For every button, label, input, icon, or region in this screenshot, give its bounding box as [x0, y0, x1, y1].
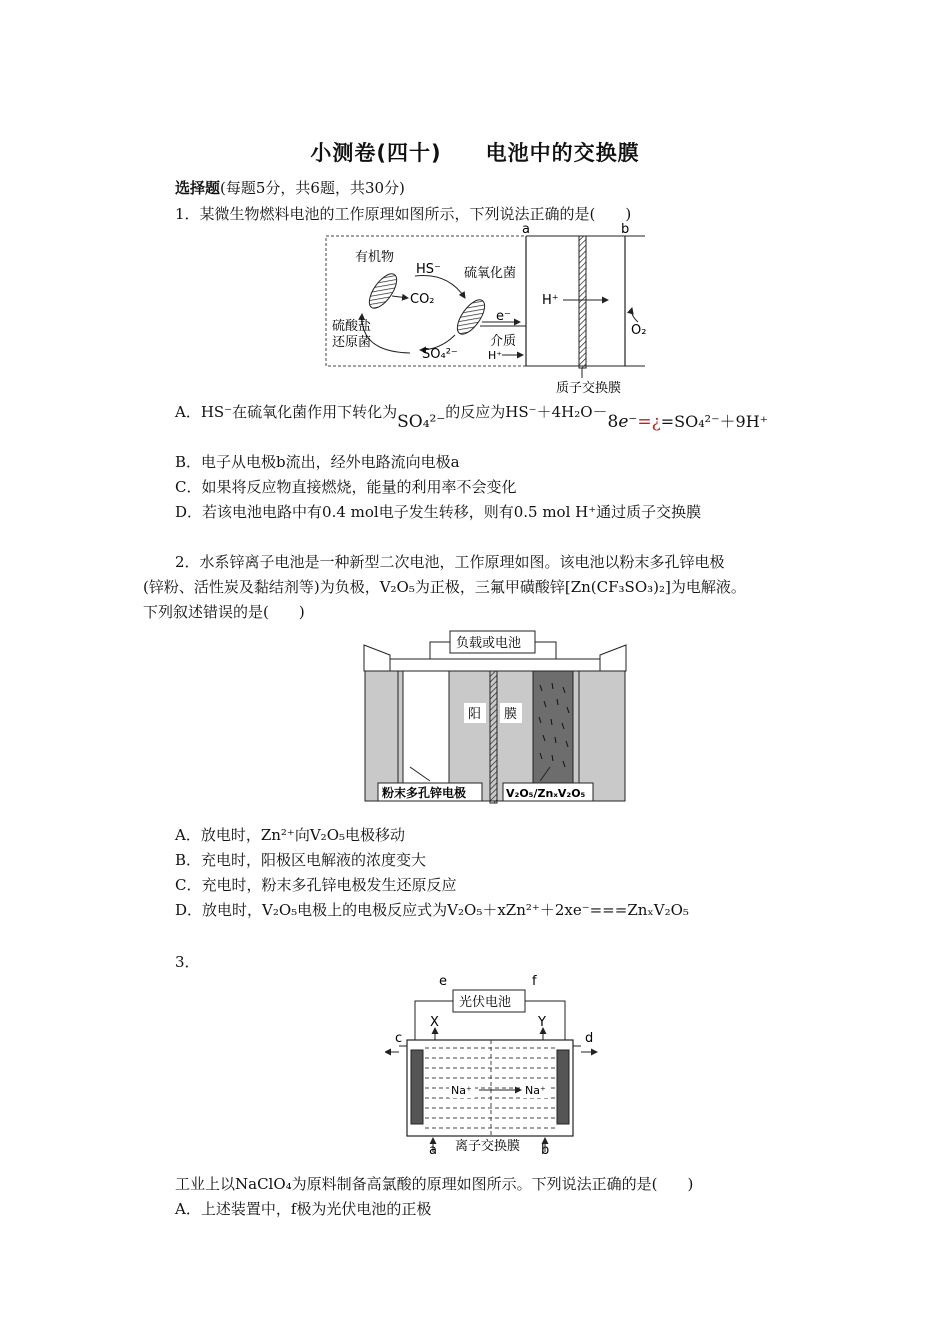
q3-label-na-left: Na⁺ [451, 1084, 472, 1097]
q1-label-medium: 介质 [490, 334, 517, 349]
q1-option-a-so4: SO₄²⁻ [397, 412, 446, 432]
q2-option-c: C．充电时，粉末多孔锌电极发生还原反应 [175, 876, 457, 894]
q1-label-co2: CO₂ [410, 292, 435, 307]
q1-label-organic: 有机物 [355, 250, 395, 265]
q1-option-a-part2: 的反应为HS⁻＋4H₂O－ [445, 403, 608, 421]
q1-proton-membrane [579, 236, 586, 368]
q2-label-anode: 阳 [468, 707, 482, 722]
q1-label-h-small: H⁺ [488, 349, 503, 362]
q2-option-b: B．充电时，阳极区电解液的浓度变大 [175, 851, 427, 869]
q3-label-c: c [395, 1031, 403, 1046]
q3-label-pv: 光伏电池 [459, 995, 512, 1010]
q1-sulfur-bacteria-icon [452, 295, 490, 338]
q1-label-b: b [621, 222, 630, 237]
q2-option-d: D．放电时，V₂O₅电极上的电极反应式为V₂O₅＋xZn²⁺＋2xe⁻===ZnₓV₂O₅ [175, 901, 689, 919]
q1-label-sulfate-reducer-2: 还原菌 [332, 335, 372, 350]
q1-stem: 1．某微生物燃料电池的工作原理如图所示，下列说法正确的是( ) [175, 205, 632, 223]
q3-label-na-right: Na⁺ [525, 1084, 546, 1097]
q2-stem-line2: (锌粉、活性炭及黏结剂等)为负极，V₂O₅为正极，三氟甲磺酸锌[Zn(CF₃SO₃)₂]为电解液。 [143, 578, 746, 596]
q1-option-c: C．如果将反应物直接燃烧，能量的利用率不会变化 [175, 478, 517, 496]
q1-label-o2: O₂ [631, 323, 647, 338]
q3-label-d: d [585, 1031, 594, 1046]
q1-label-sulfate-reducer-1: 硫酸盐 [332, 319, 372, 334]
q3-stem: 工业上以NaClO₄为原料制备高氯酸的原理如图所示。下列说法正确的是( ) [175, 1175, 694, 1193]
q3-label-f: f [532, 974, 537, 989]
q3-option-a: A．上述装置中，f极为光伏电池的正极 [175, 1200, 432, 1218]
q3-figure [385, 968, 605, 1156]
q1-option-a-e: e⁻ [618, 412, 638, 432]
q1-option-a-8: 8 [607, 412, 619, 432]
q1-option-d: D．若该电池电路中有0.4 mol电子发生转移，则有0.5 mol H⁺通过质子交换膜 [175, 503, 702, 521]
q1-sulfate-bacteria-icon [364, 269, 402, 312]
q3-label-membrane: 离子交换膜 [455, 1139, 521, 1154]
q1-option-a-part1: A．HS⁻在硫氧化菌作用下转化为 [175, 403, 398, 421]
q2-option-a: A．放电时，Zn²⁺向V₂O₅电极移动 [175, 826, 406, 844]
q3-label-y: Y [538, 1015, 546, 1030]
q3-label-e: e [439, 974, 447, 989]
q1-label-h: H⁺ [542, 293, 559, 308]
q2-label-v2o5-electrode: V₂O₅/ZnₓV₂O₅ [506, 787, 586, 800]
q2-stem-line1: 2．水系锌离子电池是一种新型二次电池，工作原理如图。该电池以粉末多孔锌电极 [175, 553, 725, 571]
q1-label-so4: SO₄²⁻ [422, 347, 458, 362]
q2-stem-line3: 下列叙述错误的是( ) [143, 603, 305, 621]
q3-label-b: b [541, 1143, 550, 1156]
q1-option-a-part3: =SO₄²⁻＋9H⁺ [660, 412, 769, 431]
q3-label-x: X [430, 1015, 439, 1030]
q1-label-a: a [522, 222, 530, 237]
q2-label-zinc-electrode: 粉末多孔锌电极 [382, 786, 467, 800]
q2-figure [360, 625, 630, 805]
q1-label-hs: HS⁻ [416, 262, 441, 277]
q3-label-a: a [429, 1143, 437, 1156]
q1-option-b: B．电子从电极b流出，经外电路流向电极a [175, 453, 460, 471]
q2-label-membrane: 膜 [504, 707, 518, 722]
q1-option-a [175, 403, 768, 437]
page-title: 小测卷(四十) 电池中的交换膜 [310, 141, 640, 165]
section-label: 选择题 [175, 179, 221, 197]
q2-label-load: 负载或电池 [456, 636, 522, 651]
q1-label-membrane: 质子交换膜 [556, 381, 622, 396]
q1-label-electron: e⁻ [496, 309, 511, 324]
q1-label-sulfur-bacteria: 硫氧化菌 [464, 266, 517, 281]
section-note: (每题5分，共6题，共30分) [220, 179, 405, 197]
section-header [175, 177, 405, 199]
q3-number: 3． [175, 953, 200, 971]
q1-option-a-eq: =¿ [637, 412, 661, 432]
q1-figure [320, 222, 650, 400]
